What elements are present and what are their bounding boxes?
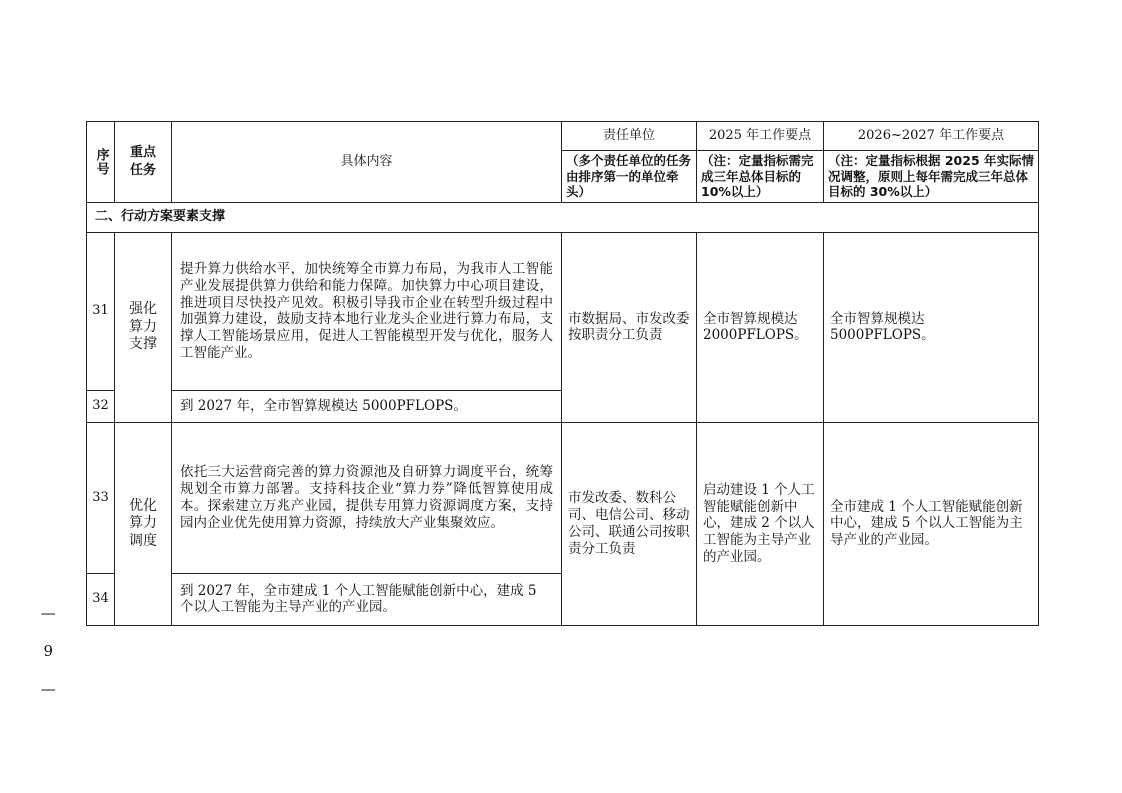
row-seq: 31	[87, 232, 115, 390]
header-unit-title: 责任单位	[562, 122, 697, 151]
task-table	[86, 121, 1039, 626]
section-title: 二、行动方案要素支撑	[87, 202, 1039, 232]
header-2026-note: （注：定量指标根据 2025 年实际情况调整，原则上每年需完成三年总体目标的 30%以上）	[824, 151, 1039, 203]
header-2026-title: 2026~2027 年工作要点	[824, 122, 1039, 151]
header-task: 重点任务	[115, 122, 172, 203]
header-2025-note: （注：定量指标需完成三年总体目标的 10%以上）	[697, 151, 824, 203]
page-number: — 9 —	[39, 604, 58, 699]
goal-2025: 启动建设 1 个人工智能赋能创新中心，建成 2 个以人工智能为主导产业的产业园。	[697, 422, 824, 625]
header-seq: 序号	[87, 122, 115, 203]
goal-2025: 全市智算规模达2000PFLOPS。	[697, 232, 824, 422]
table-row	[87, 232, 1039, 390]
table-row	[87, 422, 1039, 573]
task-name: 优化算力调度	[115, 422, 172, 625]
header-content: 具体内容	[172, 122, 562, 203]
section-row	[87, 202, 1039, 232]
goal-2026: 全市建成 1 个人工智能赋能创新中心，建成 5 个以人工智能为主导产业的产业园。	[824, 422, 1039, 625]
task-name: 强化算力支撑	[115, 232, 172, 422]
row-seq: 32	[87, 390, 115, 422]
responsible-unit: 市数据局、市发改委按职责分工负责	[562, 232, 697, 422]
header-unit-note: （多个责任单位的任务由排序第一的单位牵头）	[562, 151, 697, 203]
header-row	[87, 122, 1039, 151]
row-content: 到 2027 年，全市建成 1 个人工智能赋能创新中心，建成 5 个以人工智能为主导产业的产业园。	[172, 573, 562, 625]
row-content: 提升算力供给水平，加快统筹全市算力布局，为我市人工智能产业发展提供算力供给和能力保障。加快算力中心项目建设，推进项目尽快投产见效。积极引导我市企业在转型升级过程中加强算力建设，鼓励支持本地行业龙头企业进行算力布局，支撑人工智能场景应用，促进人工智能模型开发与优化，服务人工智能产业。	[172, 232, 562, 390]
row-content: 到 2027 年，全市智算规模达 5000PFLOPS。	[172, 390, 562, 422]
row-seq: 33	[87, 422, 115, 573]
goal-2026: 全市智算规模达 5000PFLOPS。	[824, 232, 1039, 422]
row-seq: 34	[87, 573, 115, 625]
responsible-unit: 市发改委、数科公司、电信公司、移动公司、联通公司按职责分工负责	[562, 422, 697, 625]
row-content: 依托三大运营商完善的算力资源池及自研算力调度平台，统筹规划全市算力部署。支持科技企业“算力券”降低智算使用成本。探索建立万兆产业园，提供专用算力资源调度方案，支持园内企业优先使用算力资源，持续放大产业集聚效应。	[172, 422, 562, 573]
header-2025-title: 2025 年工作要点	[697, 122, 824, 151]
